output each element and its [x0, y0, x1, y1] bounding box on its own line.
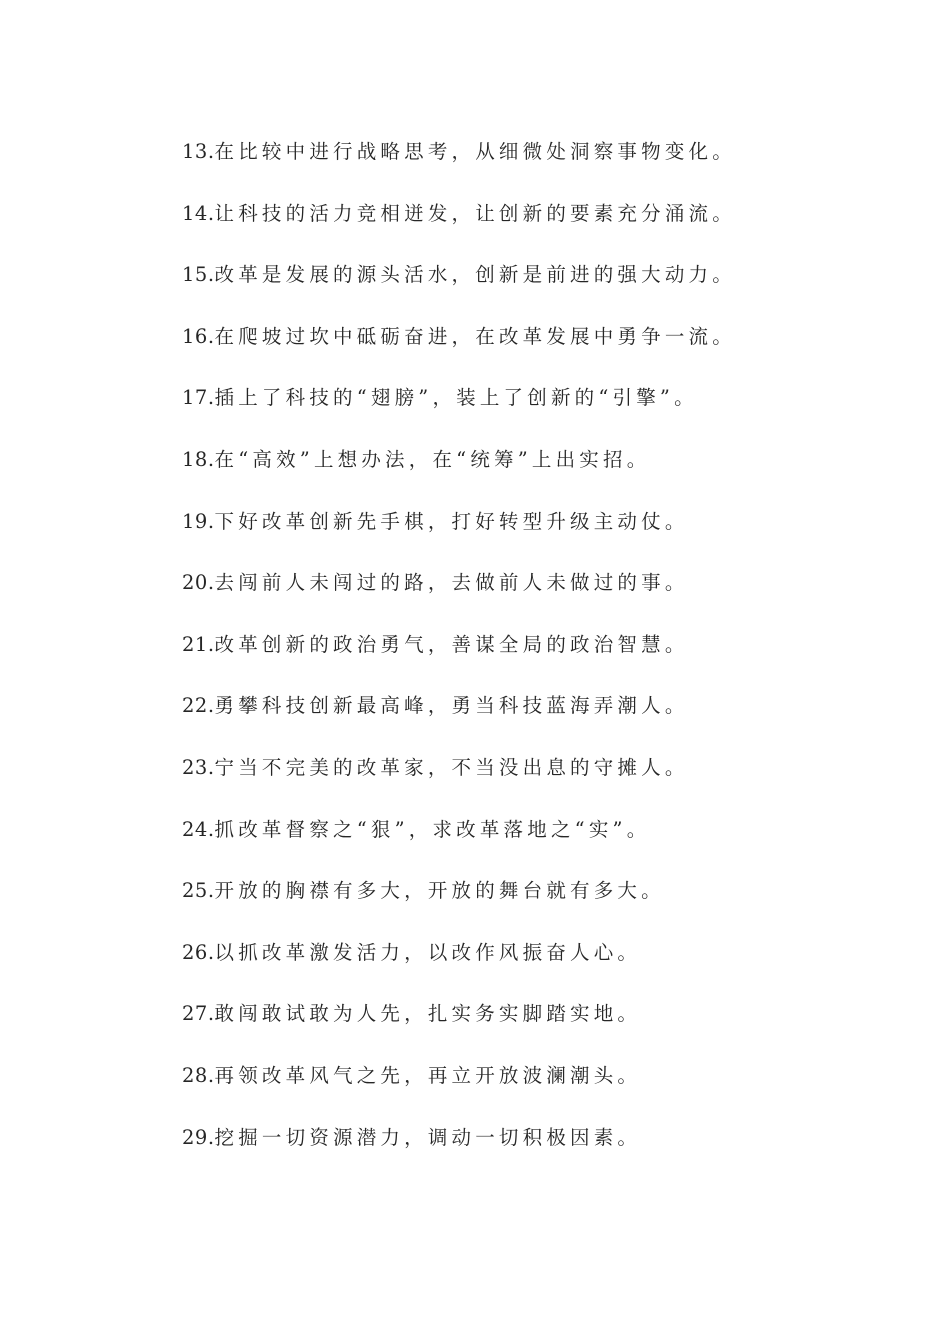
list-item	[182, 876, 736, 938]
list-item	[182, 630, 736, 692]
list-item	[182, 999, 736, 1061]
item-text: 敢闯敢试敢为人先，扎实务实脚踏实地。	[214, 1002, 642, 1026]
item-text: 去闯前人未闯过的路，去做前人未做过的事。	[214, 571, 689, 595]
list-item	[182, 137, 736, 199]
item-text: 下好改革创新先手棋，打好转型升级主动仗。	[214, 509, 689, 533]
item-text: 以抓改革激发活力，以改作风振奋人心。	[214, 940, 642, 964]
item-number: 20.	[182, 571, 215, 595]
list-item	[182, 445, 736, 507]
list-item	[182, 691, 736, 753]
list-item	[182, 1123, 736, 1185]
item-text: 改革是发展的源头活水，创新是前进的强大动力。	[214, 263, 736, 287]
list-item	[182, 260, 736, 322]
item-text: 抓改革督察之“狠”，求改革落地之“实”。	[214, 817, 651, 841]
list-item	[182, 507, 736, 569]
item-text: 再领改革风气之先，再立开放波澜潮头。	[214, 1063, 642, 1087]
item-number: 25.	[182, 879, 215, 903]
item-number: 21.	[182, 632, 215, 656]
item-text: 挖掘一切资源潜力，调动一切积极因素。	[214, 1125, 642, 1149]
item-text: 宁当不完美的改革家，不当没出息的守摊人。	[214, 755, 689, 779]
item-number: 13.	[182, 140, 215, 163]
list-item	[182, 322, 736, 384]
item-number: 22.	[182, 694, 215, 718]
list-item	[182, 938, 736, 1000]
item-text: 改革创新的政治勇气，善谋全局的政治智慧。	[214, 632, 689, 656]
slogan-list	[182, 137, 736, 1184]
item-number: 29.	[182, 1125, 215, 1149]
list-item	[182, 1061, 736, 1123]
item-text: 让科技的活力竞相迸发，让创新的要素充分涌流。	[214, 201, 736, 225]
list-item	[182, 568, 736, 630]
item-number: 23.	[182, 755, 215, 779]
item-number: 16.	[182, 324, 215, 348]
item-text: 开放的胸襟有多大，开放的舞台就有多大。	[214, 879, 665, 903]
item-text: 在“高效”上想办法，在“统筹”上出实招。	[214, 447, 651, 471]
item-number: 24.	[182, 817, 215, 841]
item-number: 26.	[182, 940, 215, 964]
item-text: 在比较中进行战略思考，从细微处洞察事物变化。	[214, 140, 736, 163]
item-text: 插上了科技的“翅膀”，装上了创新的“引擎”。	[214, 386, 698, 410]
list-item	[182, 815, 736, 877]
item-text: 在爬坡过坎中砥砺奋进，在改革发展中勇争一流。	[214, 324, 736, 348]
item-number: 18.	[182, 447, 215, 471]
item-number: 27.	[182, 1002, 215, 1026]
list-item	[182, 199, 736, 261]
item-number: 17.	[182, 386, 215, 410]
item-number: 15.	[182, 263, 215, 287]
list-item	[182, 383, 736, 445]
item-text: 勇攀科技创新最高峰，勇当科技蓝海弄潮人。	[214, 694, 689, 718]
item-number: 14.	[182, 201, 215, 225]
item-number: 19.	[182, 509, 215, 533]
item-number: 28.	[182, 1063, 215, 1087]
list-item	[182, 753, 736, 815]
